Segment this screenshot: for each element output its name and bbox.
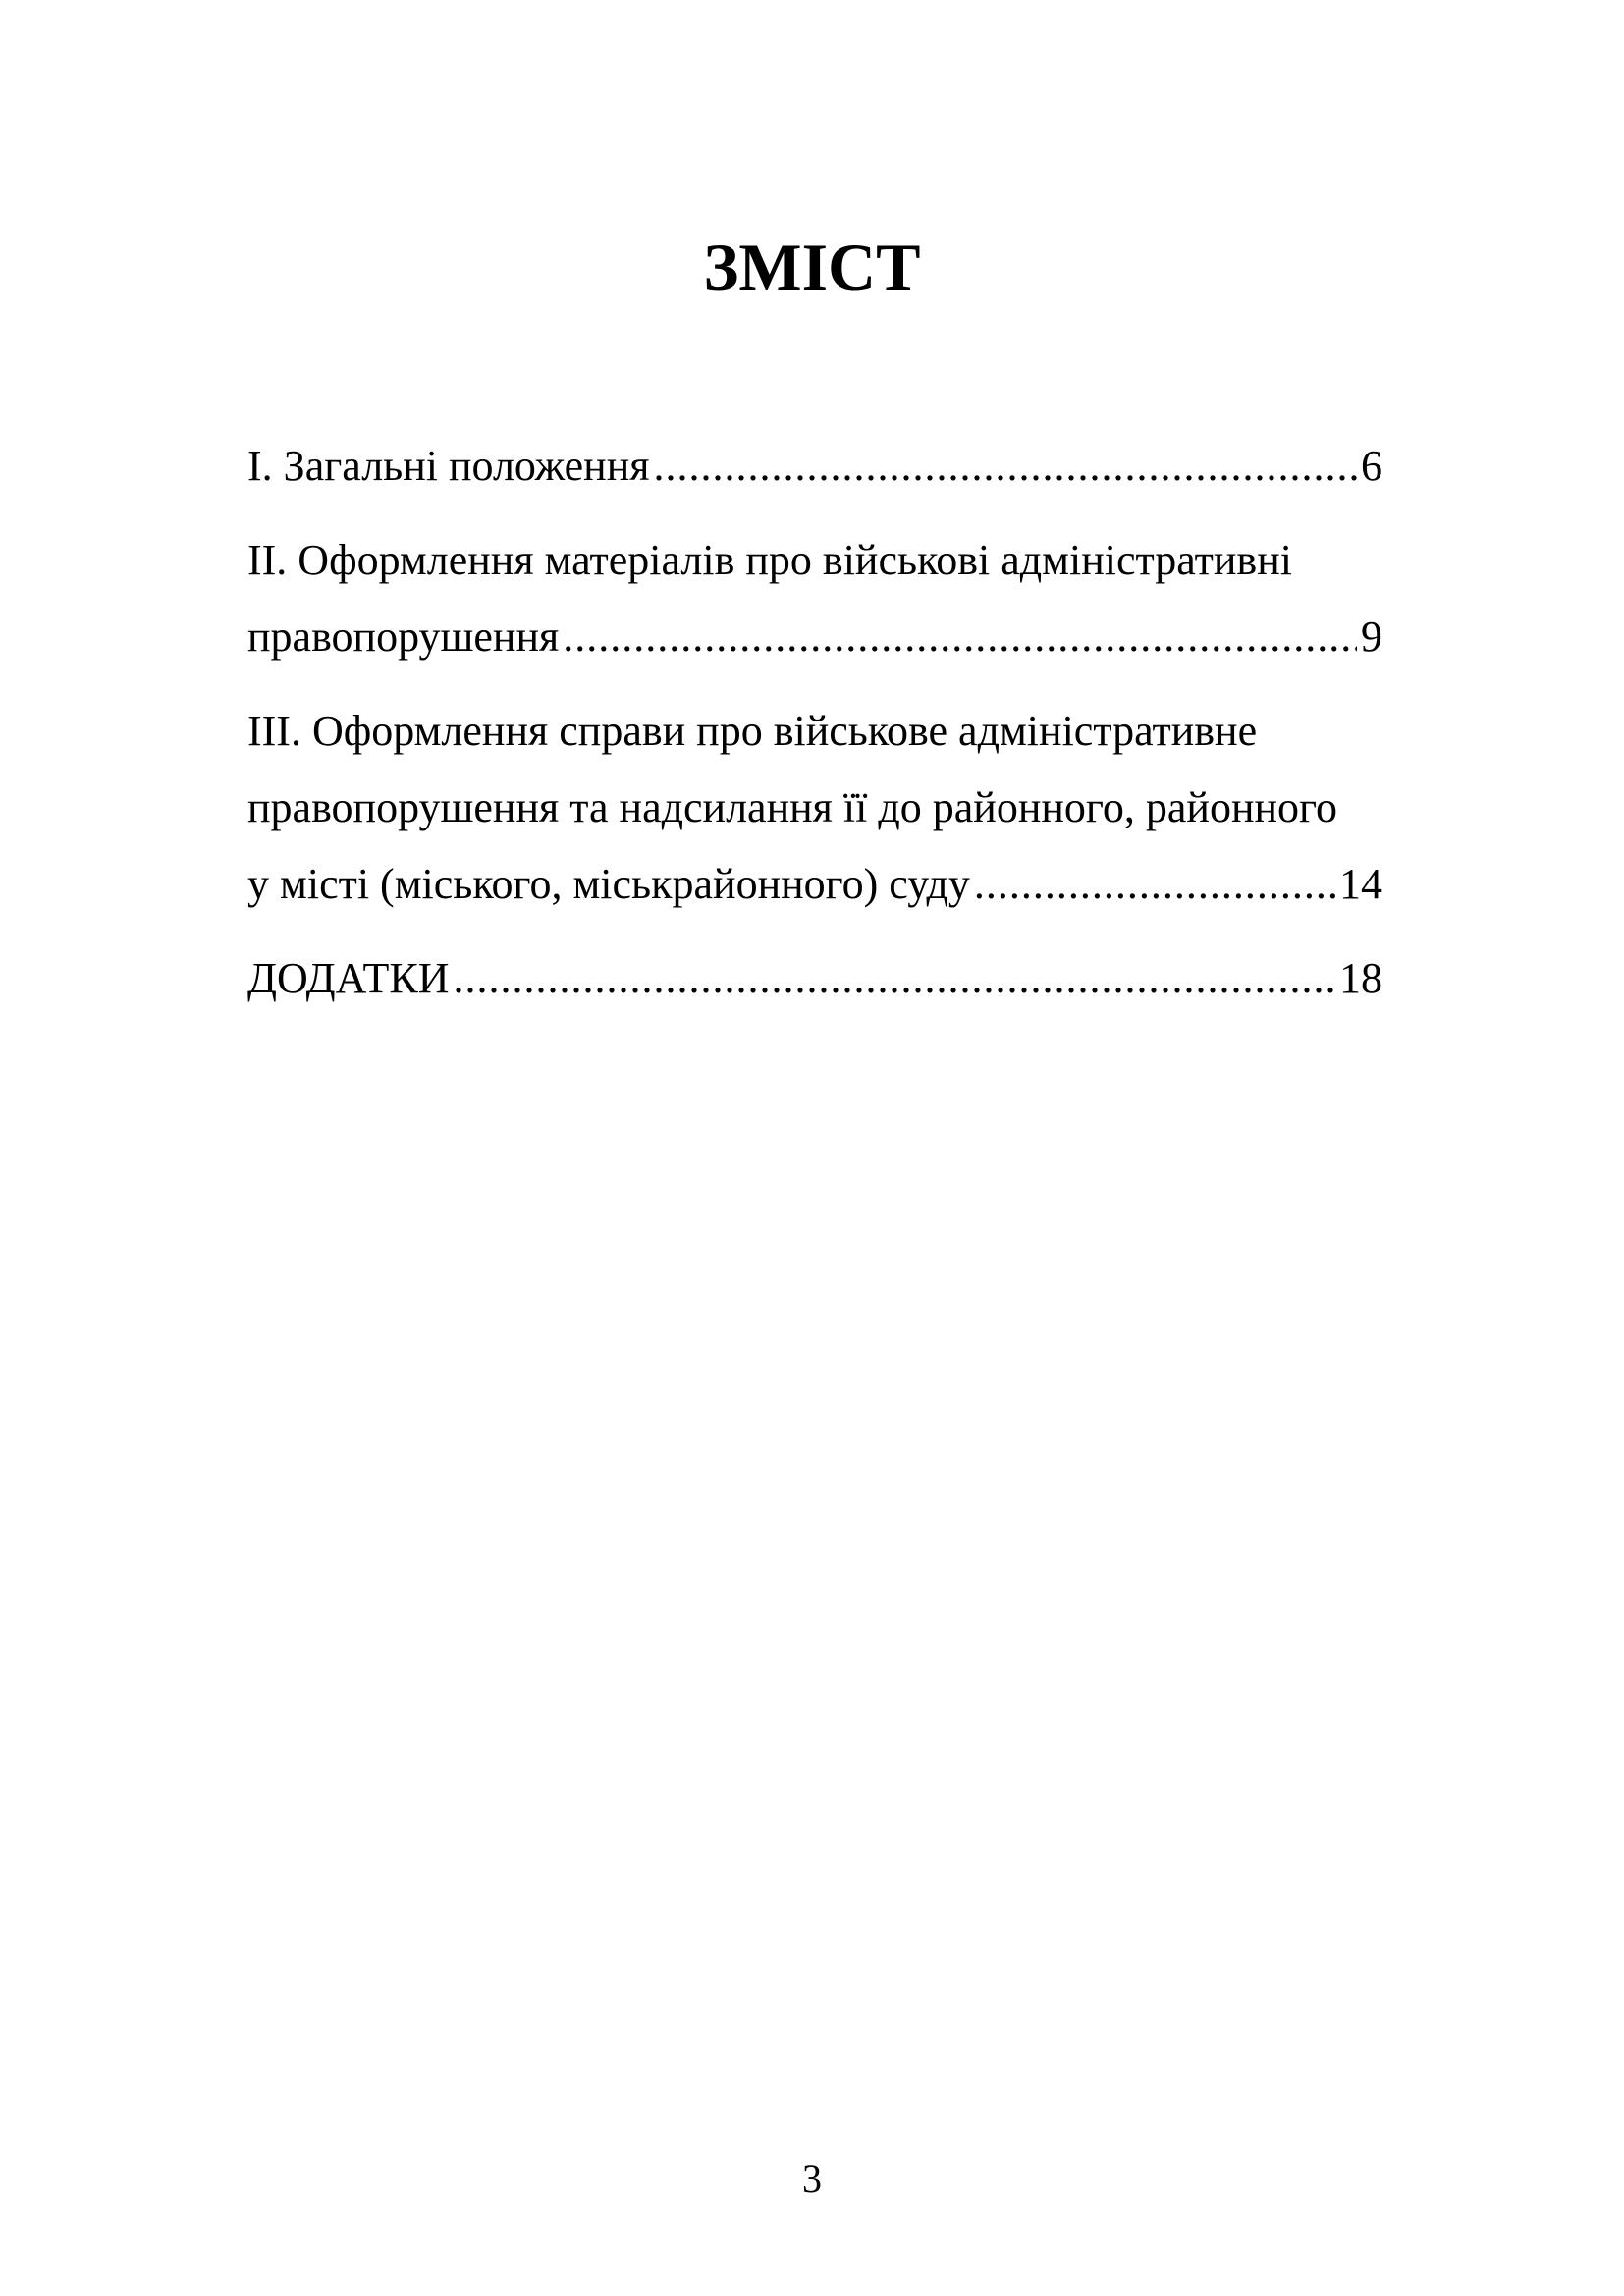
dot-leader (974, 846, 1335, 923)
toc-page-number: 14 (1339, 860, 1382, 908)
toc-entry-4[interactable] (247, 940, 1382, 1017)
toc-page-number: 9 (1361, 613, 1382, 661)
toc-entry-title: І. Загальні положення (247, 442, 650, 490)
dot-leader (454, 940, 1335, 1017)
toc-page-number: 6 (1361, 442, 1382, 490)
toc-entry-2[interactable] (247, 522, 1382, 675)
toc-entry-title-line: ІІІ. Оформлення справи про військове адміністративне (247, 707, 1258, 755)
toc-page-number: 18 (1339, 954, 1382, 1002)
table-of-contents (247, 428, 1382, 1035)
dot-leader (563, 599, 1357, 675)
toc-entry-1[interactable] (247, 428, 1382, 505)
dot-leader (654, 428, 1358, 505)
page-number: 3 (802, 2157, 822, 2201)
toc-entry-title-line: ІІ. Оформлення матеріалів про військові адміністративні (247, 536, 1292, 584)
toc-entry-3[interactable] (247, 693, 1382, 923)
page-title: ЗМІСТ (703, 230, 921, 304)
toc-entry-title: правопорушення (247, 613, 560, 661)
toc-entry-title-line: правопорушення та надсилання її до районного, районного (247, 783, 1337, 831)
toc-entry-title: ДОДАТКИ (247, 954, 450, 1002)
toc-entry-title: у місті (міського, міськрайонного) суду (247, 860, 970, 908)
